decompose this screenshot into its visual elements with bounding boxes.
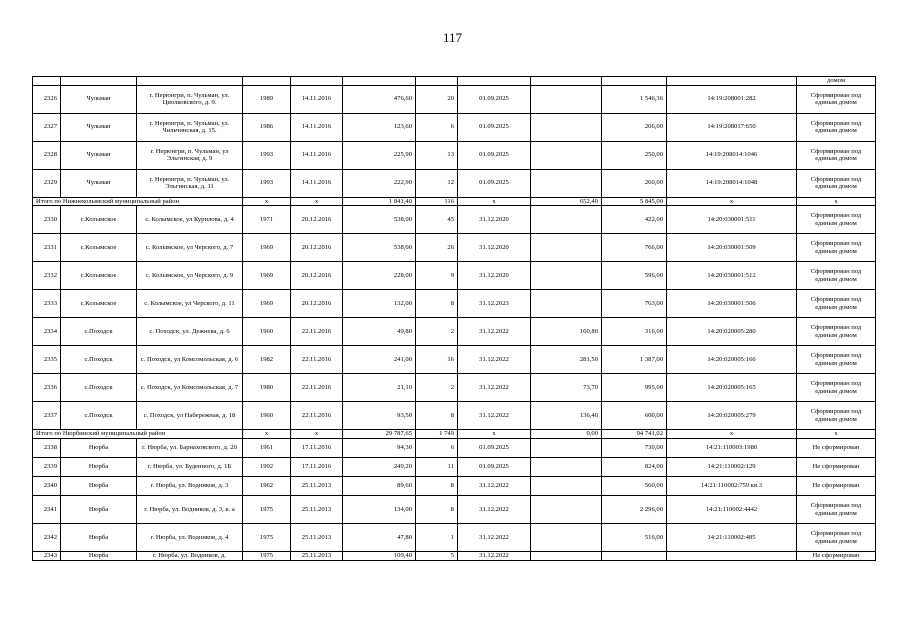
table-row [33, 113, 876, 141]
cell-cadastre: 14:20:020005:165 [667, 374, 797, 402]
cell-total-label: Итого по Нижнеколымский муниципальный район [33, 197, 243, 206]
cell-settlement: Нюрба [61, 496, 137, 524]
cell-cost: 516,00 [602, 524, 667, 552]
cell-address: с. Колымское, ул Черского, д. 9 [137, 262, 243, 290]
cell-cost: 824,00 [602, 458, 667, 477]
cell-empty [137, 77, 243, 86]
cell-term: 31.12.2022 [458, 346, 531, 374]
cell-area: 134,00 [343, 496, 416, 524]
cell-cadastre: 14:21:110002:4442 [667, 496, 797, 524]
cell-address: с. Колымское, ул Черского, д. 11 [137, 290, 243, 318]
cell-area: 123,60 [343, 113, 416, 141]
cell-date: 25.11.2013 [291, 524, 343, 552]
cell-cost: 766,00 [602, 234, 667, 262]
cell-area: 222,90 [343, 169, 416, 197]
cell-resettle-area [531, 141, 602, 169]
cell-residents: 8 [416, 477, 458, 496]
cell-cadastre: 14:19:208014:1046 [667, 141, 797, 169]
cell-residents: 2 [416, 374, 458, 402]
cell-term: x [458, 197, 531, 206]
cell-resettle-area [531, 552, 602, 561]
cell-residents: 5 [416, 552, 458, 561]
cell-status: Сформирован под единым домом [797, 318, 876, 346]
cell-resettle-area: 652,40 [531, 197, 602, 206]
cell-year: 1969 [243, 234, 291, 262]
table-row [33, 262, 876, 290]
cell-year: 1975 [243, 496, 291, 524]
cell-address: г. Нерюнгри, п. Чульман, ул Эльгинская, д. 9 [137, 141, 243, 169]
cell-resettle-area: 136,40 [531, 402, 602, 430]
cell-year: 1975 [243, 524, 291, 552]
cell-empty [458, 77, 531, 86]
cell-cadastre: 14:20:020005:279 [667, 402, 797, 430]
cell-settlement: Чульман [61, 113, 137, 141]
cell-number: 2343 [33, 552, 61, 561]
cell-date: 14.11.2016 [291, 85, 343, 113]
table-row [33, 234, 876, 262]
cell-resettle-area [531, 458, 602, 477]
cell-cost: 94 741,02 [602, 430, 667, 439]
cell-residents: 2 [416, 318, 458, 346]
cell-status: Сформирован под единым домом [797, 206, 876, 234]
cell-term: x [458, 430, 531, 439]
cell-address: г. Нюрба, ул. Водников, д. 3 [137, 477, 243, 496]
cell-cost: 600,00 [602, 402, 667, 430]
cell-year: 1960 [243, 402, 291, 430]
cell-status: Сформирован под единым домом [797, 374, 876, 402]
cell-cadastre: 14:20:030001:509 [667, 234, 797, 262]
cell-term: 31.12.2022 [458, 552, 531, 561]
cell-term: 01.09.2025 [458, 113, 531, 141]
cell-year: 1969 [243, 262, 291, 290]
cell-number: 2340 [33, 477, 61, 496]
cell-address: г. Нерюнгри, п. Чульман, ул. Чильчинская, д. 15. [137, 113, 243, 141]
cell-cadastre: 14:20:030001:506 [667, 290, 797, 318]
cell-resettle-area [531, 524, 602, 552]
registry-body [33, 77, 876, 561]
cell-resettle-area: 160,80 [531, 318, 602, 346]
cell-residents: 6 [416, 439, 458, 458]
cell-number: 2333 [33, 290, 61, 318]
cell-term: 31.12.2023 [458, 290, 531, 318]
cell-status: x [797, 430, 876, 439]
cell-resettle-area [531, 206, 602, 234]
cell-term: 31.12.2022 [458, 477, 531, 496]
cell-year: 1969 [243, 290, 291, 318]
cell-cost: 422,00 [602, 206, 667, 234]
table-row-total [33, 430, 876, 439]
cell-year: x [243, 197, 291, 206]
cell-date: 20.12.2016 [291, 290, 343, 318]
cell-year: 1993 [243, 169, 291, 197]
cell-residents: 20 [416, 85, 458, 113]
cell-number: 2334 [33, 318, 61, 346]
cell-settlement: Нюрба [61, 552, 137, 561]
cell-cadastre: 14:21:110002:759 кв.3 [667, 477, 797, 496]
cell-residents: 6 [416, 113, 458, 141]
cell-term: 01.09.2025 [458, 458, 531, 477]
cell-year: 1962 [243, 477, 291, 496]
table-row [33, 169, 876, 197]
cell-empty [602, 77, 667, 86]
cell-cost: 1 546,36 [602, 85, 667, 113]
cell-cadastre: 14:21:110002:485 [667, 524, 797, 552]
cell-settlement: Нюрба [61, 458, 137, 477]
cell-year: 1980 [243, 374, 291, 402]
cell-total-label: Итого по Нюрбинский муниципальный район [33, 430, 243, 439]
cell-residents: 16 [416, 346, 458, 374]
cell-cadastre: 14:20:030001:512 [667, 262, 797, 290]
cell-cadastre: 14:19:208014:1048 [667, 169, 797, 197]
cell-cost: 5 845,00 [602, 197, 667, 206]
table-row [33, 402, 876, 430]
cell-area: 225,90 [343, 141, 416, 169]
cell-status: x [797, 197, 876, 206]
cell-area: 476,60 [343, 85, 416, 113]
cell-year: 1986 [243, 113, 291, 141]
table-row [33, 552, 876, 561]
cell-resettle-area: 0,00 [531, 430, 602, 439]
cell-resettle-area [531, 477, 602, 496]
cell-empty [531, 77, 602, 86]
cell-number: 2337 [33, 402, 61, 430]
cell-status: Сформирован под единым домом [797, 113, 876, 141]
cell-cost: 260,00 [602, 169, 667, 197]
cell-area: 93,50 [343, 402, 416, 430]
cell-status: Сформирован под единым домом [797, 141, 876, 169]
table-row [33, 496, 876, 524]
cell-status: Сформирован под единым домом [797, 85, 876, 113]
table-row-total [33, 197, 876, 206]
cell-area: 109,40 [343, 552, 416, 561]
cell-area: 29 787,65 [343, 430, 416, 439]
cell-status: Не сформирован [797, 477, 876, 496]
cell-resettle-area [531, 439, 602, 458]
cell-settlement: с.Колымское [61, 262, 137, 290]
cell-number: 2335 [33, 346, 61, 374]
cell-number: 2330 [33, 206, 61, 234]
table-row [33, 141, 876, 169]
cell-number: 2336 [33, 374, 61, 402]
cell-settlement: Нюрба [61, 524, 137, 552]
cell-area: 249,20 [343, 458, 416, 477]
cell-year: 1971 [243, 206, 291, 234]
cell-empty [667, 77, 797, 86]
cell-date: 20.12.2016 [291, 234, 343, 262]
cell-term: 31.12.2022 [458, 402, 531, 430]
cell-resettle-area [531, 290, 602, 318]
cell-date: 25.11.2013 [291, 477, 343, 496]
cell-term: 31.12.2022 [458, 318, 531, 346]
cell-settlement: с.Колымское [61, 234, 137, 262]
cell-date: 17.11.2016 [291, 458, 343, 477]
cell-address: г. Нюрба, ул. Водников, д. [137, 552, 243, 561]
cell-date: x [291, 197, 343, 206]
cell-cost: 560,00 [602, 477, 667, 496]
cell-resettle-area [531, 169, 602, 197]
cell-number: 2338 [33, 439, 61, 458]
cell-address: г. Нерюнгри, п. Чульман, ул. Эльгинская, д. 11 [137, 169, 243, 197]
cell-area: 538,00 [343, 234, 416, 262]
cell-date: 14.11.2016 [291, 113, 343, 141]
cell-term: 31.12.2022 [458, 374, 531, 402]
cell-settlement: с.Походск [61, 374, 137, 402]
cell-area: 538,00 [343, 206, 416, 234]
cell-number: 2327 [33, 113, 61, 141]
cell-settlement: Чульман [61, 169, 137, 197]
cell-residents: 13 [416, 141, 458, 169]
cell-settlement: Чульман [61, 141, 137, 169]
table-row [33, 439, 876, 458]
cell-area: 1 841,40 [343, 197, 416, 206]
cell-resettle-area [531, 262, 602, 290]
cell-status: Сформирован под единым домом [797, 496, 876, 524]
cell-residents: 116 [416, 197, 458, 206]
cell-resettle-area: 73,70 [531, 374, 602, 402]
cell-date: 20.12.2016 [291, 206, 343, 234]
cell-status: Сформирован под единым домом [797, 290, 876, 318]
cell-year: 1989 [243, 85, 291, 113]
cell-status: Сформирован под единым домом [797, 402, 876, 430]
cell-year: 1960 [243, 318, 291, 346]
cell-status: Сформирован под единым домом [797, 262, 876, 290]
cell-residents: 1 749 [416, 430, 458, 439]
cell-term: 01.09.2025 [458, 439, 531, 458]
cell-number: 2339 [33, 458, 61, 477]
cell-status: Не сформирован [797, 458, 876, 477]
cell-number: 2326 [33, 85, 61, 113]
cell-cost: 730,00 [602, 439, 667, 458]
cell-term: 31.12.2020 [458, 206, 531, 234]
cell-address: г. Нюрба, ул. Водников, д. 4 [137, 524, 243, 552]
cell-empty [343, 77, 416, 86]
cell-cadastre: 14:20:020005:280 [667, 318, 797, 346]
cell-area: 49,80 [343, 318, 416, 346]
cell-year: 1961 [243, 439, 291, 458]
housing-registry-table [32, 76, 876, 561]
cell-residents: 11 [416, 458, 458, 477]
cell-cost: 596,00 [602, 262, 667, 290]
cell-residents: 8 [416, 496, 458, 524]
cell-status: домом [797, 77, 876, 86]
cell-status: Сформирован под единым домом [797, 346, 876, 374]
cell-date: 14.11.2016 [291, 141, 343, 169]
cell-residents: 8 [416, 402, 458, 430]
cell-settlement: с.Колымское [61, 290, 137, 318]
cell-residents: 12 [416, 169, 458, 197]
cell-status: Сформирован под единым домом [797, 524, 876, 552]
cell-settlement: с.Походск [61, 318, 137, 346]
cell-status: Не сформирован [797, 439, 876, 458]
cell-cost: 2 296,00 [602, 496, 667, 524]
cell-status: Не сформирован [797, 552, 876, 561]
cell-residents: 26 [416, 234, 458, 262]
cell-resettle-area [531, 234, 602, 262]
cell-term: 01.09.2025 [458, 141, 531, 169]
cell-number: 2341 [33, 496, 61, 524]
cell-date: 20.12.2016 [291, 262, 343, 290]
cell-residents: 1 [416, 524, 458, 552]
table-row [33, 206, 876, 234]
cell-cadastre: x [667, 430, 797, 439]
cell-address: г. Нерюнгри, п. Чульман, ул. Циолковского, д. 9. [137, 85, 243, 113]
cell-date: x [291, 430, 343, 439]
cell-cost: 763,00 [602, 290, 667, 318]
cell-address: с. Походск, ул Комсомольская, д. 6 [137, 346, 243, 374]
cell-settlement: с.Походск [61, 346, 137, 374]
cell-date: 17.11.2016 [291, 439, 343, 458]
cell-residents: 8 [416, 290, 458, 318]
cell-cost: 316,00 [602, 318, 667, 346]
cell-settlement: Нюрба [61, 477, 137, 496]
cell-settlement: с.Колымское [61, 206, 137, 234]
cell-area: 21,10 [343, 374, 416, 402]
table-row [33, 85, 876, 113]
cell-address: с. Походск, ул Комсомольская, д. 7 [137, 374, 243, 402]
cell-cadastre: 14:21:110003:1980 [667, 439, 797, 458]
cell-cadastre: 14:21:110002:129 [667, 458, 797, 477]
table-row-continued [33, 77, 876, 86]
table-row [33, 477, 876, 496]
cell-date: 22.11.2016 [291, 374, 343, 402]
cell-address: г. Нюрба, ул. Барнаховского, д. 20 [137, 439, 243, 458]
cell-term: 31.12.2022 [458, 524, 531, 552]
cell-year: 1992 [243, 458, 291, 477]
cell-area: 47,80 [343, 524, 416, 552]
cell-date: 14.11.2016 [291, 169, 343, 197]
cell-residents: 45 [416, 206, 458, 234]
cell-cadastre: 14:19:208001:282 [667, 85, 797, 113]
cell-cadastre: 14:20:030001:511 [667, 206, 797, 234]
cell-resettle-area [531, 85, 602, 113]
table-row [33, 458, 876, 477]
cell-address: с. Походск, ул Набережная, д. 18 [137, 402, 243, 430]
cell-empty [416, 77, 458, 86]
cell-area: 94,30 [343, 439, 416, 458]
cell-term: 01.09.2025 [458, 169, 531, 197]
cell-cost: 995,00 [602, 374, 667, 402]
cell-resettle-area [531, 113, 602, 141]
cell-cadastre: 14:20:020005:166 [667, 346, 797, 374]
cell-date: 25.11.2013 [291, 496, 343, 524]
cell-cost [602, 552, 667, 561]
cell-year: 1975 [243, 552, 291, 561]
cell-date: 22.11.2016 [291, 318, 343, 346]
cell-term: 31.12.2020 [458, 262, 531, 290]
cell-term: 31.12.2020 [458, 234, 531, 262]
cell-settlement: с.Походск [61, 402, 137, 430]
cell-resettle-area: 281,50 [531, 346, 602, 374]
cell-empty [33, 77, 61, 86]
cell-settlement: Нюрба [61, 439, 137, 458]
cell-area: 228,00 [343, 262, 416, 290]
cell-residents: 9 [416, 262, 458, 290]
cell-resettle-area [531, 496, 602, 524]
cell-date: 22.11.2016 [291, 402, 343, 430]
cell-cadastre: 14:19:208017:650 [667, 113, 797, 141]
cell-year: 1982 [243, 346, 291, 374]
cell-address: г. Нюрба, ул. Водников, д. 3, к. а [137, 496, 243, 524]
cell-cadastre [667, 552, 797, 561]
cell-year: x [243, 430, 291, 439]
table-row [33, 318, 876, 346]
cell-number: 2329 [33, 169, 61, 197]
cell-area: 132,00 [343, 290, 416, 318]
table-row [33, 346, 876, 374]
cell-cadastre: x [667, 197, 797, 206]
cell-address: г. Нюрба, ул. Буденного, д. 1Б [137, 458, 243, 477]
cell-cost: 1 387,00 [602, 346, 667, 374]
cell-area: 241,00 [343, 346, 416, 374]
cell-term: 01.09.2025 [458, 85, 531, 113]
page-number: 117 [442, 30, 463, 45]
cell-area: 89,60 [343, 477, 416, 496]
cell-empty [61, 77, 137, 86]
table-row [33, 374, 876, 402]
cell-empty [243, 77, 291, 86]
cell-date: 22.11.2016 [291, 346, 343, 374]
cell-number: 2332 [33, 262, 61, 290]
cell-status: Сформирован под единым домом [797, 234, 876, 262]
cell-address: с. Колымское, ул Курилова, д. 4 [137, 206, 243, 234]
cell-empty [291, 77, 343, 86]
cell-number: 2328 [33, 141, 61, 169]
cell-settlement: Чульман [61, 85, 137, 113]
cell-status: Сформирован под единым домом [797, 169, 876, 197]
cell-number: 2342 [33, 524, 61, 552]
cell-term: 31.12.2022 [458, 496, 531, 524]
cell-year: 1993 [243, 141, 291, 169]
cell-cost: 250,00 [602, 141, 667, 169]
cell-date: 25.11.2013 [291, 552, 343, 561]
cell-address: с. Походск, ул. Дежнева, д. 6 [137, 318, 243, 346]
cell-cost: 206,00 [602, 113, 667, 141]
cell-number: 2331 [33, 234, 61, 262]
cell-address: с. Колымское, ул Черского, д. 7 [137, 234, 243, 262]
table-row [33, 290, 876, 318]
table-row [33, 524, 876, 552]
